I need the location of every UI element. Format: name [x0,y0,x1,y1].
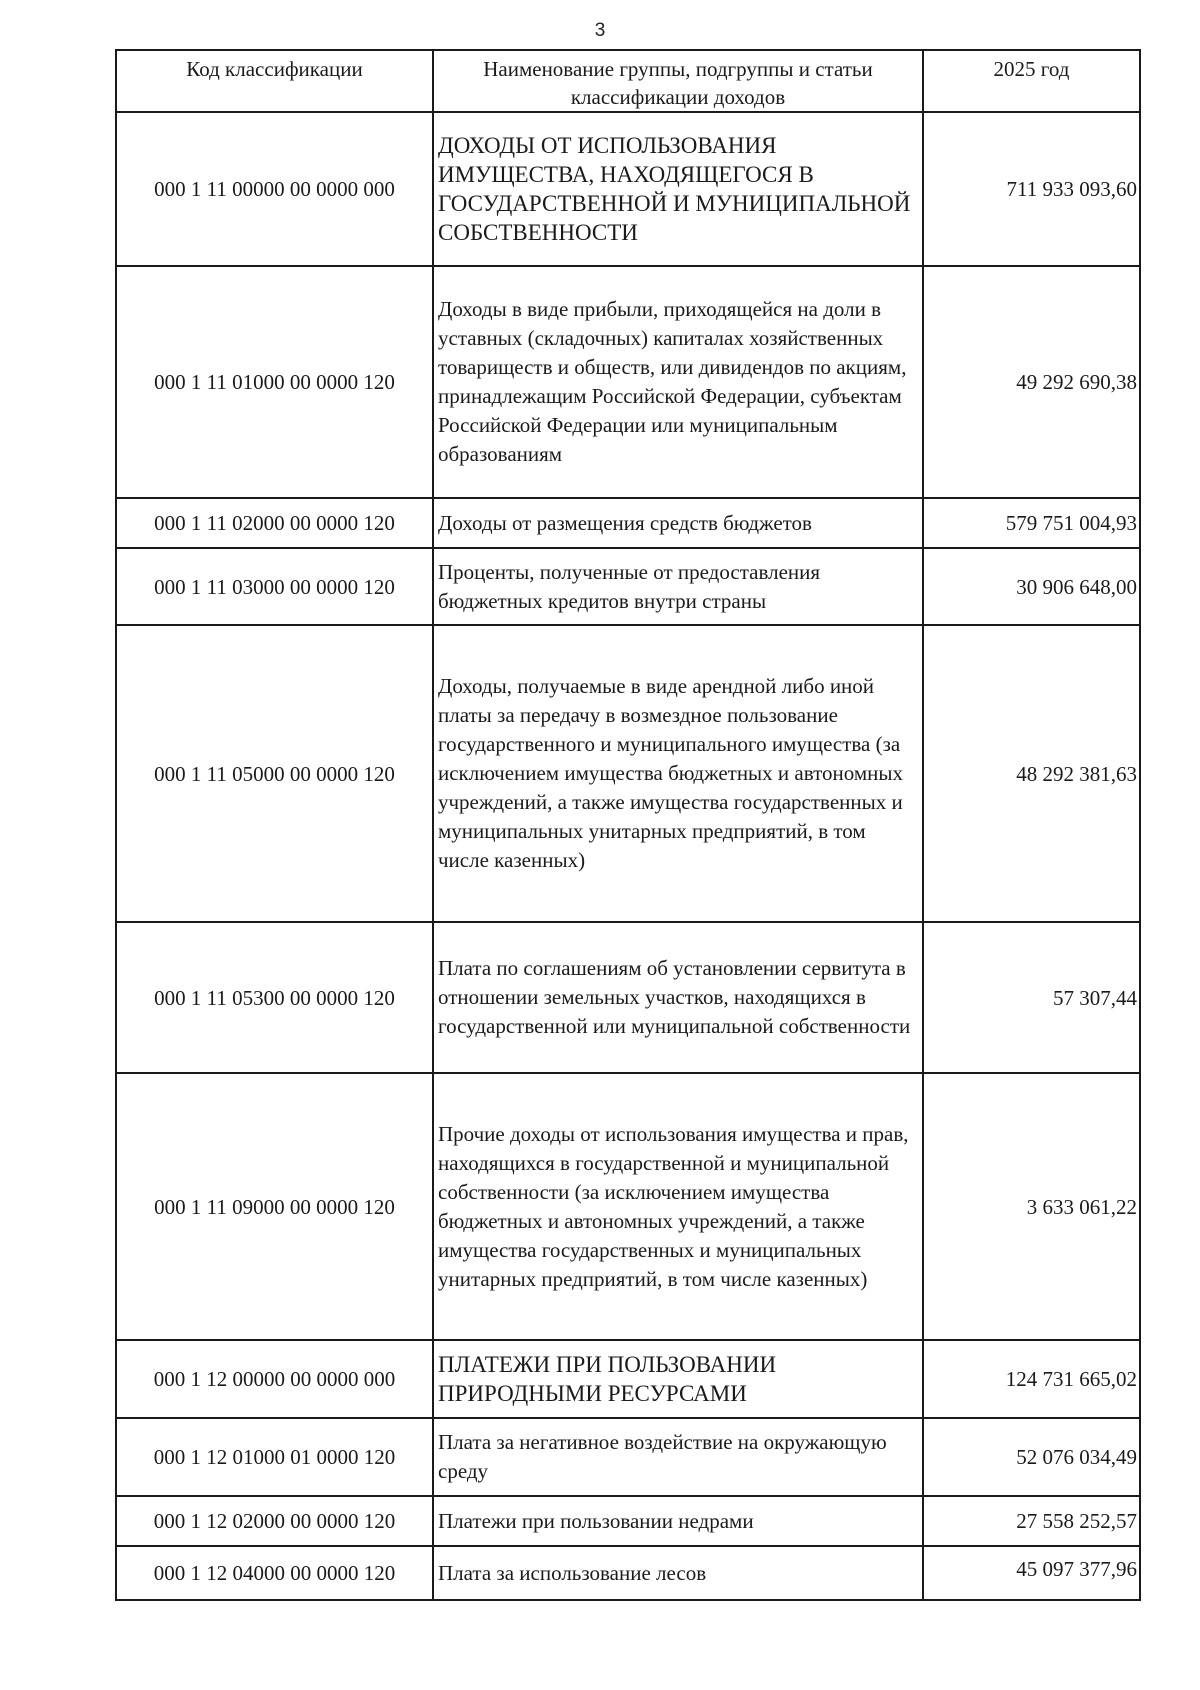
row-name: ДОХОДЫ ОТ ИСПОЛЬЗОВАНИЯ ИМУЩЕСТВА, НАХОДЯЩЕГОСЯ В ГОСУДАРСТВЕННОЙ И МУНИЦИПАЛЬНОЙ СОБСТВЕННОСТИ [433,112,923,266]
row-amount: 48 292 381,63 [923,625,1140,922]
row-amount: 3 633 061,22 [923,1073,1140,1340]
row-code: 000 1 11 01000 00 0000 120 [116,266,433,498]
row-code: 000 1 11 05300 00 0000 120 [116,922,433,1073]
table-row [116,1073,1140,1340]
header-amount: 2025 год [923,50,1140,112]
row-code: 000 1 12 00000 00 0000 000 [116,1340,433,1418]
row-name: Доходы, получаемые в виде арендной либо иной платы за передачу в возмездное пользование государственного и муниципального имущества (за исключением имущества бюджетных и автономных учреждений, а также имущества государственных и муниципальных унитарных предприятий, в том числе казенных) [433,625,923,922]
row-name: Проценты, полученные от предоставления бюджетных кредитов внутри страны [433,548,923,625]
table-row [116,266,1140,498]
table-row [116,498,1140,548]
row-name: Платежи при пользовании недрами [433,1496,923,1546]
row-name: Плата за негативное воздействие на окружающую среду [433,1418,923,1496]
row-code: 000 1 11 09000 00 0000 120 [116,1073,433,1340]
page-number: 3 [594,20,606,41]
row-name: ПЛАТЕЖИ ПРИ ПОЛЬЗОВАНИИ ПРИРОДНЫМИ РЕСУРСАМИ [433,1340,923,1418]
row-amount: 30 906 648,00 [923,548,1140,625]
row-amount: 57 307,44 [923,922,1140,1073]
row-code: 000 1 12 04000 00 0000 120 [116,1546,433,1600]
row-name: Плата по соглашениям об установлении сервитута в отношении земельных участков, находящихся в государственной или муниципальной собственности [433,922,923,1073]
table-row [116,1340,1140,1418]
row-amount: 711 933 093,60 [923,112,1140,266]
row-code: 000 1 11 02000 00 0000 120 [116,498,433,548]
table-row [116,625,1140,922]
row-code: 000 1 12 02000 00 0000 120 [116,1496,433,1546]
revenue-classification-table [115,49,1141,1601]
row-code: 000 1 11 00000 00 0000 000 [116,112,433,266]
row-code: 000 1 11 03000 00 0000 120 [116,548,433,625]
row-amount: 52 076 034,49 [923,1418,1140,1496]
row-code: 000 1 12 01000 01 0000 120 [116,1418,433,1496]
row-name: Прочие доходы от использования имущества и прав, находящихся в государственной и муниципальной собственности (за исключением имущества бюджетных и автономных учреждений, а также имущества государственных и муниципальных унитарных предприятий, в том числе казенных) [433,1073,923,1340]
row-amount: 45 097 377,96 [923,1546,1140,1600]
row-name: Плата за использование лесов [433,1546,923,1600]
row-amount: 124 731 665,02 [923,1340,1140,1418]
header-code: Код классификации [116,50,433,112]
row-code: 000 1 11 05000 00 0000 120 [116,625,433,922]
table-row [116,112,1140,266]
table-row [116,922,1140,1073]
row-name: Доходы от размещения средств бюджетов [433,498,923,548]
header-name: Наименование группы, подгруппы и статьи классификации доходов [433,50,923,112]
table-row [116,1496,1140,1546]
table-row [116,1546,1140,1600]
table-row [116,548,1140,625]
row-amount: 579 751 004,93 [923,498,1140,548]
row-name: Доходы в виде прибыли, приходящейся на доли в уставных (складочных) капиталах хозяйственных товариществ и обществ, или дивидендов по акциям, принадлежащим Российской Федерации, субъектам Российской Федерации или муниципальным образованиям [433,266,923,498]
table-row [116,1418,1140,1496]
row-amount: 27 558 252,57 [923,1496,1140,1546]
row-amount: 49 292 690,38 [923,266,1140,498]
table-header-row [116,50,1140,112]
